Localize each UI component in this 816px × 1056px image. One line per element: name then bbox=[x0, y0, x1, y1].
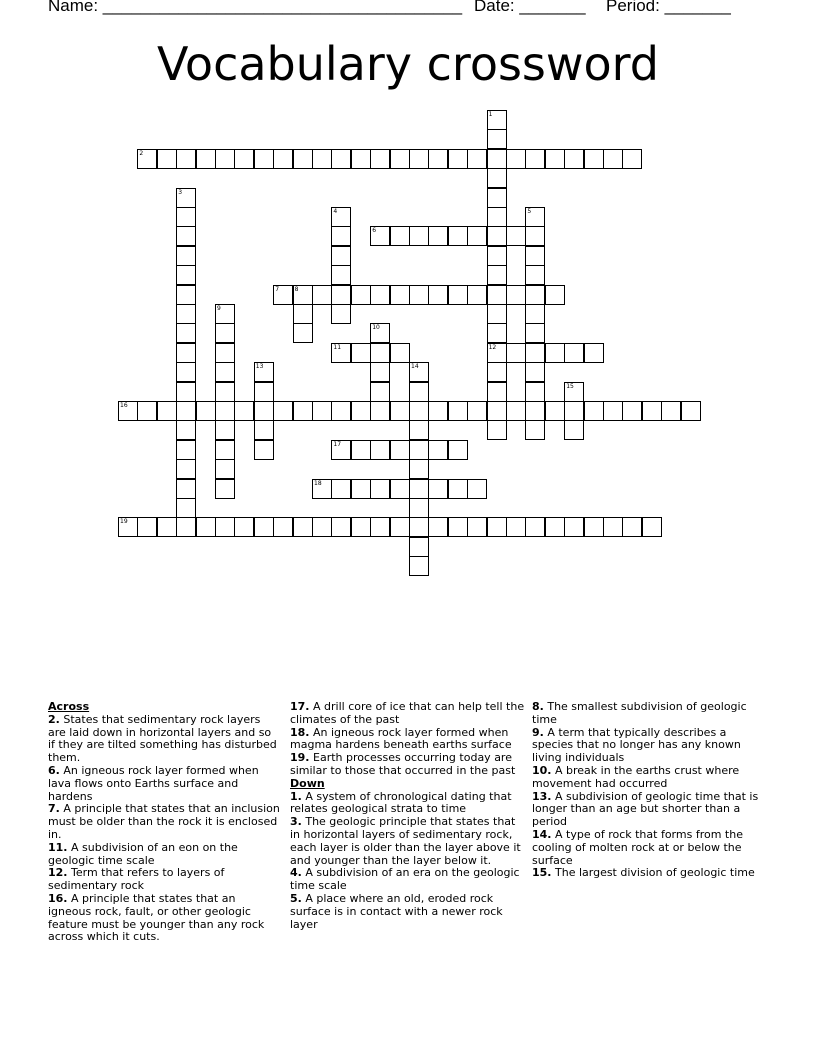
grid-cell[interactable] bbox=[254, 401, 274, 421]
clue-number: 13 bbox=[255, 363, 264, 371]
clue-number: 19 bbox=[120, 518, 128, 526]
grid-cell[interactable] bbox=[525, 323, 545, 343]
grid-cell[interactable] bbox=[215, 459, 235, 479]
grid-cell[interactable] bbox=[312, 285, 332, 305]
grid-cell[interactable] bbox=[448, 517, 468, 537]
grid-cell[interactable] bbox=[390, 401, 410, 421]
grid-cell[interactable] bbox=[506, 517, 526, 537]
clue-number: 7 bbox=[275, 285, 280, 293]
grid-cell[interactable] bbox=[487, 420, 507, 440]
grid-cell[interactable] bbox=[215, 479, 235, 499]
clue-number: 8 bbox=[294, 285, 299, 293]
grid-cell[interactable] bbox=[331, 265, 351, 285]
grid-cell[interactable] bbox=[564, 382, 584, 402]
grid-cell[interactable] bbox=[331, 440, 351, 460]
grid-cell[interactable] bbox=[390, 226, 410, 246]
grid-cell[interactable] bbox=[525, 517, 545, 537]
grid-cell[interactable] bbox=[428, 226, 448, 246]
grid-cell[interactable] bbox=[584, 149, 604, 169]
clues-column-2 bbox=[290, 701, 526, 931]
grid-cell[interactable] bbox=[428, 517, 448, 537]
clue-down-9: 9. A term that typically describes a species that no longer has any known living individuals bbox=[532, 725, 741, 765]
grid-cell[interactable] bbox=[137, 149, 157, 169]
clue-across-6: 6. An igneous rock layer formed when lava flows onto Earths surface and hardens bbox=[48, 763, 259, 803]
grid-cell[interactable] bbox=[390, 479, 410, 499]
grid-cell[interactable] bbox=[331, 207, 351, 227]
grid-cell[interactable] bbox=[176, 226, 196, 246]
grid-cell[interactable] bbox=[176, 498, 196, 518]
grid-cell[interactable] bbox=[351, 285, 371, 305]
clue-number: 6 bbox=[372, 227, 377, 235]
grid-cell[interactable] bbox=[545, 285, 565, 305]
clue-across-16: 16. A principle that states that an igneous rock, fault, or other geologic feature must be younger than any rock across which it cuts. bbox=[48, 891, 265, 944]
grid-cell[interactable] bbox=[448, 285, 468, 305]
clue-number: 5 bbox=[527, 208, 532, 215]
grid-cell[interactable] bbox=[525, 207, 545, 227]
grid-cell[interactable] bbox=[370, 440, 390, 460]
grid-cell[interactable] bbox=[390, 149, 410, 169]
grid-cell[interactable] bbox=[487, 207, 507, 227]
clue-down-4: 4. A subdivision of an era on the geologic time scale bbox=[290, 866, 520, 893]
grid-cell[interactable] bbox=[176, 304, 196, 324]
grid-cell[interactable] bbox=[370, 226, 390, 246]
grid-cell[interactable] bbox=[467, 401, 487, 421]
page-title: Vocabulary crossword bbox=[157, 37, 659, 91]
grid-cell[interactable] bbox=[176, 401, 196, 421]
grid-cell[interactable] bbox=[254, 440, 274, 460]
grid-cell[interactable] bbox=[487, 129, 507, 149]
grid-cell[interactable] bbox=[506, 343, 526, 363]
grid-cell[interactable] bbox=[293, 323, 313, 343]
clue-down-15: 15. The largest division of geologic time bbox=[532, 866, 755, 880]
clue-down-8: 8. The smallest subdivision of geologic time bbox=[532, 700, 747, 726]
grid-cell[interactable] bbox=[331, 246, 351, 266]
grid-cell[interactable] bbox=[390, 285, 410, 305]
grid-cell[interactable] bbox=[370, 343, 390, 363]
clue-down-5: 5. A place where an old, eroded rock surface is in contact with a newer rock layer bbox=[290, 891, 503, 931]
grid-cell[interactable] bbox=[351, 149, 371, 169]
grid-cell[interactable] bbox=[487, 246, 507, 266]
clue-across-11: 11. A subdivision of an eon on the geologic time scale bbox=[48, 840, 238, 867]
grid-cell[interactable] bbox=[525, 265, 545, 285]
clue-down-3: 3. The geologic principle that states that in horizontal layers of sedimentary rock, each layer is older than the layer above it and younger than the layer below it. bbox=[290, 815, 521, 867]
grid-cell[interactable] bbox=[273, 149, 293, 169]
grid-cell[interactable] bbox=[622, 401, 642, 421]
grid-cell[interactable] bbox=[351, 479, 371, 499]
grid-cell[interactable] bbox=[642, 517, 662, 537]
clue-number: 1 bbox=[488, 111, 493, 118]
grid-cell[interactable] bbox=[331, 517, 351, 537]
grid-cell[interactable] bbox=[448, 149, 468, 169]
grid-cell[interactable] bbox=[487, 362, 507, 382]
grid-cell[interactable] bbox=[409, 382, 429, 402]
clue-number: 16 bbox=[120, 402, 128, 409]
grid-cell[interactable] bbox=[525, 401, 545, 421]
grid-cell[interactable] bbox=[370, 401, 390, 421]
grid-cell[interactable] bbox=[390, 517, 410, 537]
grid-cell[interactable] bbox=[351, 440, 371, 460]
grid-cell[interactable] bbox=[196, 149, 216, 169]
grid-cell[interactable] bbox=[176, 207, 196, 227]
grid-cell[interactable] bbox=[428, 440, 448, 460]
grid-cell[interactable] bbox=[370, 323, 390, 343]
grid-cell[interactable] bbox=[428, 285, 448, 305]
grid-cell[interactable] bbox=[137, 401, 157, 421]
grid-cell[interactable] bbox=[176, 420, 196, 440]
grid-cell[interactable] bbox=[545, 343, 565, 363]
grid-cell[interactable] bbox=[506, 149, 526, 169]
grid-cell[interactable] bbox=[409, 556, 429, 576]
grid-cell[interactable] bbox=[487, 149, 507, 169]
grid-cell[interactable] bbox=[409, 362, 429, 382]
grid-cell[interactable] bbox=[215, 420, 235, 440]
grid-cell[interactable] bbox=[584, 343, 604, 363]
grid-cell[interactable] bbox=[428, 401, 448, 421]
grid-cell[interactable] bbox=[409, 479, 429, 499]
clue-number: 12 bbox=[488, 343, 497, 351]
grid-cell[interactable] bbox=[215, 382, 235, 402]
grid-cell[interactable] bbox=[312, 149, 332, 169]
grid-cell[interactable] bbox=[564, 517, 584, 537]
clue-number: 17 bbox=[333, 440, 342, 448]
grid-cell[interactable] bbox=[312, 479, 332, 499]
grid-cell[interactable] bbox=[487, 323, 507, 343]
grid-cell[interactable] bbox=[215, 440, 235, 460]
grid-cell[interactable] bbox=[234, 517, 254, 537]
clue-down-1: 1. A system of chronological dating that relates geological strata to time bbox=[290, 789, 512, 816]
grid-cell[interactable] bbox=[487, 265, 507, 285]
grid-cell[interactable] bbox=[409, 459, 429, 479]
grid-cell[interactable] bbox=[370, 517, 390, 537]
grid-cell[interactable] bbox=[157, 517, 177, 537]
grid-cell[interactable] bbox=[525, 304, 545, 324]
grid-cell[interactable] bbox=[176, 382, 196, 402]
grid-cell[interactable] bbox=[215, 362, 235, 382]
grid-cell[interactable] bbox=[351, 343, 371, 363]
grid-cell[interactable] bbox=[428, 149, 448, 169]
grid-cell[interactable] bbox=[312, 401, 332, 421]
grid-cell[interactable] bbox=[196, 517, 216, 537]
grid-cell[interactable] bbox=[487, 168, 507, 188]
grid-cell[interactable] bbox=[506, 226, 526, 246]
grid-cell[interactable] bbox=[487, 517, 507, 537]
grid-cell[interactable] bbox=[273, 401, 293, 421]
grid-cell[interactable] bbox=[370, 149, 390, 169]
grid-cell[interactable] bbox=[331, 285, 351, 305]
grid-cell[interactable] bbox=[273, 517, 293, 537]
grid-cell[interactable] bbox=[176, 459, 196, 479]
grid-cell[interactable] bbox=[176, 479, 196, 499]
grid-cell[interactable] bbox=[176, 188, 196, 208]
grid-cell[interactable] bbox=[603, 517, 623, 537]
grid-cell[interactable] bbox=[118, 401, 138, 421]
grid-cell[interactable] bbox=[176, 440, 196, 460]
grid-cell[interactable] bbox=[157, 401, 177, 421]
grid-cell[interactable] bbox=[506, 285, 526, 305]
grid-cell[interactable] bbox=[564, 401, 584, 421]
grid-cell[interactable] bbox=[254, 362, 274, 382]
grid-cell[interactable] bbox=[293, 285, 313, 305]
clue-number: 11 bbox=[333, 343, 342, 351]
grid-cell[interactable] bbox=[331, 226, 351, 246]
grid-cell[interactable] bbox=[254, 149, 274, 169]
grid-cell[interactable] bbox=[234, 149, 254, 169]
clue-across-7: 7. A principle that states that an inclusion must be older than the rock it is enclosed in. bbox=[48, 802, 280, 841]
grid-cell[interactable] bbox=[487, 382, 507, 402]
clue-number: 18 bbox=[314, 479, 322, 487]
grid-cell[interactable] bbox=[176, 246, 196, 266]
clue-number: 14 bbox=[411, 363, 419, 371]
grid-cell[interactable] bbox=[622, 149, 642, 169]
grid-cell[interactable] bbox=[487, 110, 507, 130]
grid-cell[interactable] bbox=[467, 517, 487, 537]
grid-cell[interactable] bbox=[293, 517, 313, 537]
grid-cell[interactable] bbox=[157, 149, 177, 169]
grid-cell[interactable] bbox=[525, 285, 545, 305]
grid-cell[interactable] bbox=[487, 343, 507, 363]
grid-cell[interactable] bbox=[525, 362, 545, 382]
clue-down-14: 14. A type of rock that forms from the cooling of molten rock at or below the surface bbox=[532, 827, 743, 867]
grid-cell[interactable] bbox=[215, 304, 235, 324]
grid-cell[interactable] bbox=[137, 517, 157, 537]
grid-cell[interactable] bbox=[409, 498, 429, 518]
grid-cell[interactable] bbox=[331, 479, 351, 499]
grid-cell[interactable] bbox=[351, 517, 371, 537]
grid-cell[interactable] bbox=[661, 401, 681, 421]
grid-cell[interactable] bbox=[215, 343, 235, 363]
grid-cell[interactable] bbox=[467, 149, 487, 169]
clue-number: 9 bbox=[217, 305, 221, 312]
grid-cell[interactable] bbox=[390, 343, 410, 363]
date-field[interactable]: Date: _______ bbox=[474, 0, 586, 15]
grid-cell[interactable] bbox=[545, 401, 565, 421]
grid-cell[interactable] bbox=[487, 401, 507, 421]
period-field[interactable]: Period: _______ bbox=[606, 0, 731, 15]
grid-cell[interactable] bbox=[176, 149, 196, 169]
name-field[interactable]: Name: ______________________________________ bbox=[48, 0, 463, 15]
grid-cell[interactable] bbox=[409, 401, 429, 421]
grid-cell[interactable] bbox=[409, 285, 429, 305]
grid-cell[interactable] bbox=[487, 285, 507, 305]
grid-cell[interactable] bbox=[273, 285, 293, 305]
grid-cell[interactable] bbox=[525, 226, 545, 246]
grid-cell[interactable] bbox=[215, 401, 235, 421]
grid-cell[interactable] bbox=[176, 265, 196, 285]
grid-cell[interactable] bbox=[176, 323, 196, 343]
grid-cell[interactable] bbox=[176, 362, 196, 382]
grid-cell[interactable] bbox=[293, 149, 313, 169]
grid-cell[interactable] bbox=[603, 149, 623, 169]
grid-cell[interactable] bbox=[234, 401, 254, 421]
grid-cell[interactable] bbox=[409, 440, 429, 460]
grid-cell[interactable] bbox=[254, 517, 274, 537]
grid-cell[interactable] bbox=[331, 304, 351, 324]
clues-column-3 bbox=[532, 701, 764, 880]
grid-cell[interactable] bbox=[584, 401, 604, 421]
grid-cell[interactable] bbox=[370, 479, 390, 499]
grid-cell[interactable] bbox=[370, 285, 390, 305]
clue-down-10: 10. A break in the earths crust where movement had occurred bbox=[532, 763, 740, 790]
grid-cell[interactable] bbox=[428, 479, 448, 499]
grid-cell[interactable] bbox=[390, 440, 410, 460]
grid-cell[interactable] bbox=[370, 382, 390, 402]
grid-cell[interactable] bbox=[584, 517, 604, 537]
grid-cell[interactable] bbox=[409, 226, 429, 246]
grid-cell[interactable] bbox=[176, 343, 196, 363]
grid-cell[interactable] bbox=[564, 149, 584, 169]
grid-cell[interactable] bbox=[293, 304, 313, 324]
grid-cell[interactable] bbox=[525, 246, 545, 266]
grid-cell[interactable] bbox=[545, 149, 565, 169]
clue-number: 10 bbox=[372, 324, 380, 332]
grid-cell[interactable] bbox=[487, 188, 507, 208]
grid-cell[interactable] bbox=[525, 382, 545, 402]
grid-cell[interactable] bbox=[545, 517, 565, 537]
grid-cell[interactable] bbox=[254, 420, 274, 440]
grid-cell[interactable] bbox=[409, 149, 429, 169]
grid-cell[interactable] bbox=[564, 343, 584, 363]
clues-column-1 bbox=[48, 701, 280, 944]
grid-cell[interactable] bbox=[564, 420, 584, 440]
grid-cell[interactable] bbox=[118, 517, 138, 537]
grid-cell[interactable] bbox=[525, 420, 545, 440]
clue-across-2: 2. States that sedimentary rock layers are laid down in horizontal layers and so if they are tilted something has disturbed them. bbox=[48, 712, 277, 765]
grid-cell[interactable] bbox=[331, 343, 351, 363]
grid-cell[interactable] bbox=[215, 323, 235, 343]
grid-cell[interactable] bbox=[196, 401, 216, 421]
grid-cell[interactable] bbox=[370, 362, 390, 382]
clue-across-12: 12. Term that refers to layers of sedimentary rock bbox=[48, 866, 225, 893]
grid-cell[interactable] bbox=[312, 517, 332, 537]
clue-across-18: 18. An igneous rock layer formed when magma hardens beneath earths surface bbox=[290, 725, 512, 752]
clue-across-17: 17. A drill core of ice that can help tell the climates of the past bbox=[290, 700, 525, 726]
grid-cell[interactable] bbox=[525, 149, 545, 169]
grid-cell[interactable] bbox=[525, 343, 545, 363]
grid-cell[interactable] bbox=[467, 285, 487, 305]
grid-cell[interactable] bbox=[622, 517, 642, 537]
grid-cell[interactable] bbox=[603, 401, 623, 421]
grid-cell[interactable] bbox=[215, 149, 235, 169]
grid-cell[interactable] bbox=[448, 479, 468, 499]
grid-cell[interactable] bbox=[487, 226, 507, 246]
grid-cell[interactable] bbox=[409, 517, 429, 537]
clue-across-19: 19. Earth processes occurring today are similar to those that occurred in the past bbox=[290, 751, 516, 777]
grid-cell[interactable] bbox=[331, 401, 351, 421]
grid-cell[interactable] bbox=[293, 401, 313, 421]
grid-cell[interactable] bbox=[448, 401, 468, 421]
grid-cell[interactable] bbox=[467, 226, 487, 246]
grid-cell[interactable] bbox=[215, 517, 235, 537]
grid-cell[interactable] bbox=[176, 517, 196, 537]
grid-cell[interactable] bbox=[448, 226, 468, 246]
clue-number: 2 bbox=[139, 149, 144, 157]
down-heading: Down bbox=[290, 776, 325, 790]
grid-cell[interactable] bbox=[506, 401, 526, 421]
across-heading: Across bbox=[48, 700, 90, 713]
clue-number: 15 bbox=[566, 382, 574, 390]
grid-cell[interactable] bbox=[331, 149, 351, 169]
clue-number: 4 bbox=[333, 208, 338, 215]
clue-down-13: 13. A subdivision of geologic time that is longer than an age but shorter than a period bbox=[532, 789, 759, 829]
clue-number: 3 bbox=[178, 188, 183, 196]
grid-cell[interactable] bbox=[448, 440, 468, 460]
grid-cell[interactable] bbox=[409, 537, 429, 557]
grid-cell[interactable] bbox=[681, 401, 701, 421]
grid-cell[interactable] bbox=[409, 420, 429, 440]
grid-cell[interactable] bbox=[642, 401, 662, 421]
grid-cell[interactable] bbox=[176, 285, 196, 305]
grid-cell[interactable] bbox=[467, 479, 487, 499]
grid-cell[interactable] bbox=[254, 382, 274, 402]
grid-cell[interactable] bbox=[351, 401, 371, 421]
grid-cell[interactable] bbox=[487, 304, 507, 324]
